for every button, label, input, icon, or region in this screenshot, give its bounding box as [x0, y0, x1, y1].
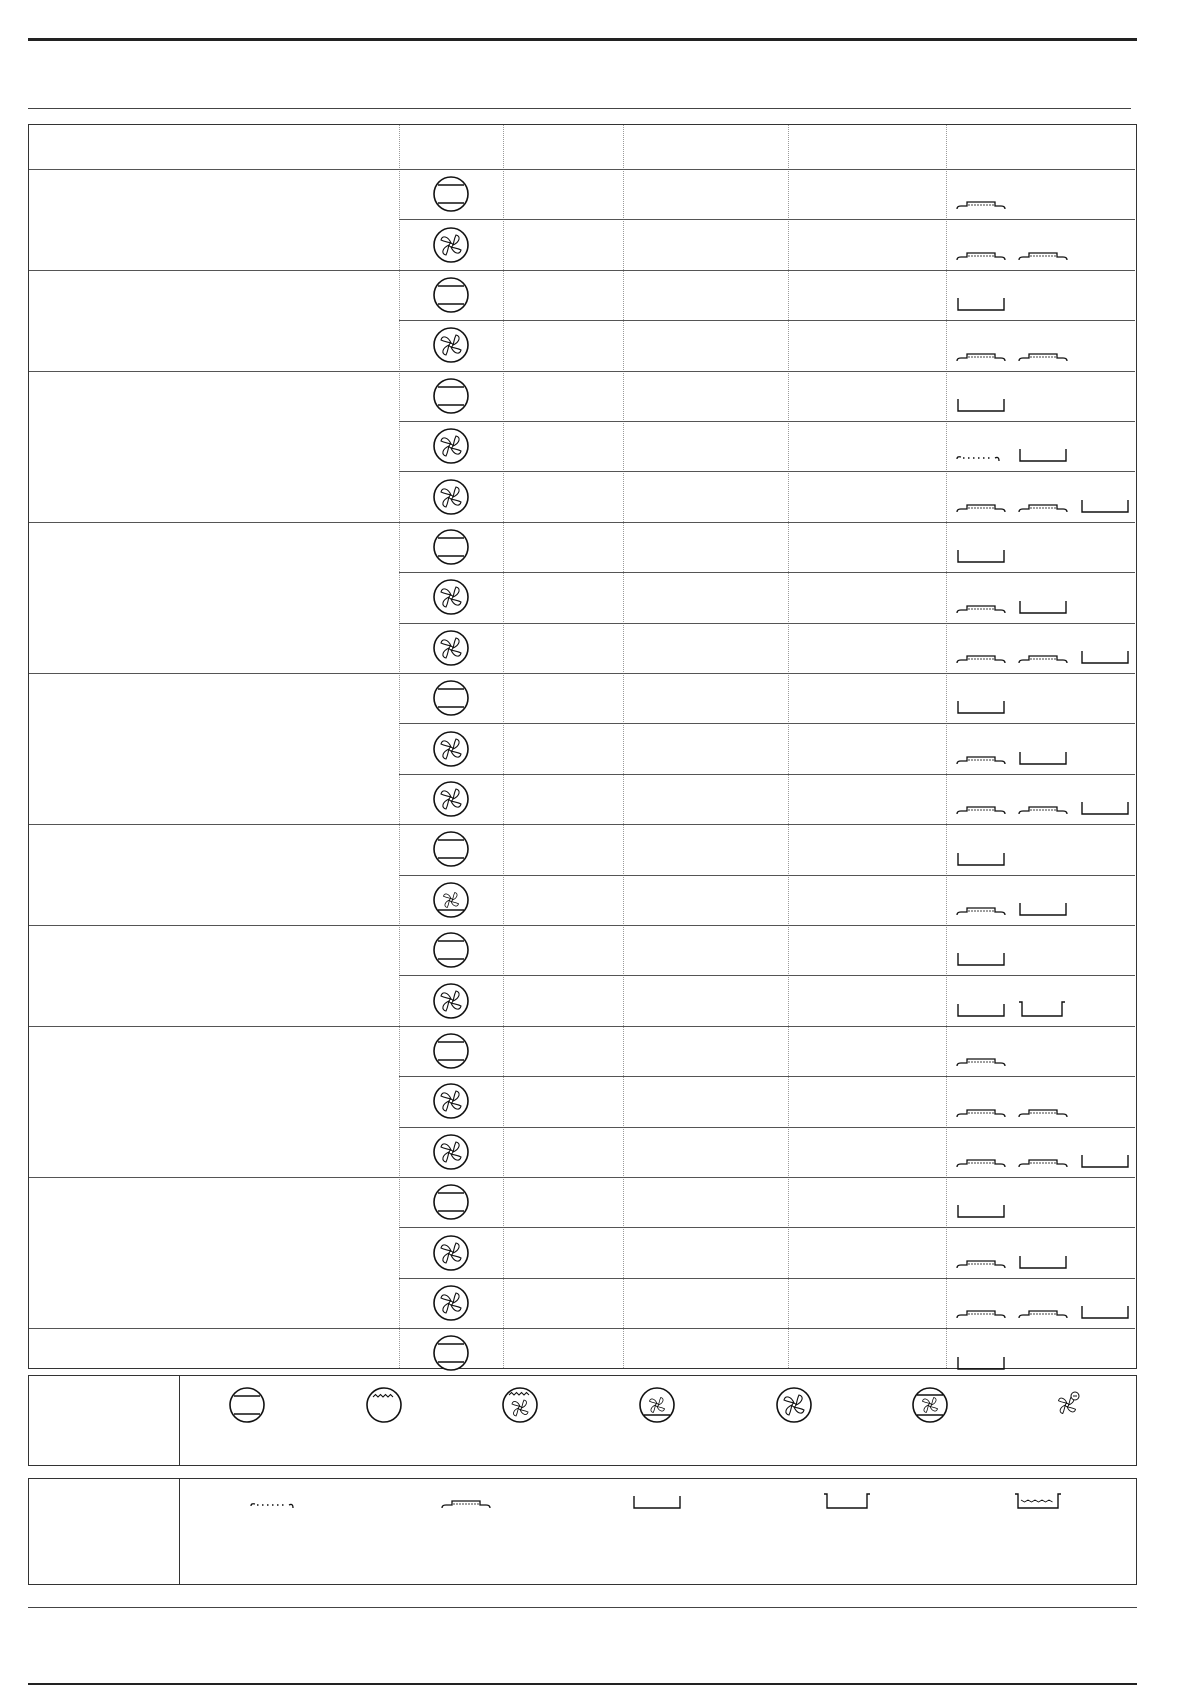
group-divider	[29, 1177, 1135, 1178]
wire-shelf-icon	[956, 496, 1006, 516]
cooking-table	[28, 124, 1137, 1369]
conventional-oven-icon	[432, 175, 470, 213]
fan-oven-icon	[432, 326, 470, 364]
fan-grill-icon	[501, 1386, 539, 1424]
group-divider	[29, 371, 1135, 372]
wire-shelf-icon	[1018, 244, 1068, 264]
fan-bottom-heat-icon	[432, 881, 470, 919]
column-divider	[788, 125, 789, 1368]
baking-tray-icon	[956, 849, 1006, 869]
conventional-oven-icon	[432, 276, 470, 314]
wire-shelf-icon	[956, 798, 1006, 818]
fan-oven-icon	[432, 730, 470, 768]
row-divider	[399, 774, 1135, 775]
baking-tray-icon	[1018, 1252, 1068, 1272]
conventional-oven-icon	[228, 1386, 266, 1424]
group-divider	[29, 824, 1135, 825]
wire-shelf-icon	[956, 193, 1006, 213]
row-divider	[399, 623, 1135, 624]
wire-shelf-icon	[956, 647, 1006, 667]
fan-oven-icon	[432, 427, 470, 465]
baking-tray-icon	[956, 395, 1006, 415]
group-divider	[29, 270, 1135, 271]
wire-shelf-icon	[1018, 798, 1068, 818]
group-divider	[29, 1026, 1135, 1027]
low-grill-rack-icon	[250, 1491, 300, 1513]
function-legend	[28, 1375, 1137, 1466]
fan-bottom-heat-icon	[638, 1386, 676, 1424]
row-divider	[399, 421, 1135, 422]
wire-shelf-icon	[441, 1491, 491, 1513]
wire-shelf-icon	[1018, 1101, 1068, 1121]
wire-shelf-icon	[956, 1050, 1006, 1070]
baking-tray-icon	[956, 546, 1006, 566]
accessory-legend-header	[29, 1479, 180, 1584]
baking-tray-icon	[632, 1491, 682, 1513]
fan-oven-icon	[432, 578, 470, 616]
drip-tray-with-water-icon	[1014, 1491, 1064, 1513]
group-divider	[29, 1328, 1135, 1329]
baking-tray-icon	[956, 294, 1006, 314]
wire-shelf-icon	[956, 1101, 1006, 1121]
baking-tray-icon	[956, 949, 1006, 969]
group-divider	[29, 925, 1135, 926]
wire-shelf-icon	[956, 1302, 1006, 1322]
wire-shelf-icon	[956, 1151, 1006, 1171]
baking-tray-icon	[1080, 798, 1130, 818]
header-rule-thin	[28, 108, 1131, 109]
fan-oven-icon	[432, 982, 470, 1020]
function-legend-header	[29, 1376, 180, 1465]
row-divider	[399, 1076, 1135, 1077]
conventional-oven-icon	[432, 377, 470, 415]
conventional-oven-icon	[432, 1032, 470, 1070]
low-grill-rack-icon	[956, 445, 1006, 465]
header-divider	[29, 169, 1135, 170]
wire-shelf-icon	[1018, 496, 1068, 516]
baking-tray-icon	[1018, 748, 1068, 768]
deep-pan-icon	[823, 1491, 873, 1513]
conventional-oven-icon	[432, 830, 470, 868]
wire-shelf-icon	[1018, 1302, 1068, 1322]
fan-oven-icon	[432, 1133, 470, 1171]
wire-shelf-icon	[1018, 647, 1068, 667]
row-divider	[399, 975, 1135, 976]
wire-shelf-icon	[956, 748, 1006, 768]
fan-oven-icon	[432, 629, 470, 667]
grill-icon	[365, 1386, 403, 1424]
fan-oven-icon	[432, 226, 470, 264]
baking-tray-icon	[956, 697, 1006, 717]
baking-tray-icon	[1018, 597, 1068, 617]
header-rule-thick	[28, 38, 1137, 41]
fan-oven-icon	[432, 1284, 470, 1322]
column-divider	[946, 125, 947, 1368]
baking-tray-icon	[956, 1353, 1006, 1373]
row-divider	[399, 471, 1135, 472]
wire-shelf-icon	[956, 899, 1006, 919]
footer-rule	[28, 1607, 1137, 1608]
row-divider	[399, 1278, 1135, 1279]
baking-tray-icon	[1080, 496, 1130, 516]
baking-tray-icon	[1080, 1302, 1130, 1322]
row-divider	[399, 572, 1135, 573]
wire-shelf-icon	[1018, 1151, 1068, 1171]
baking-tray-icon	[1018, 899, 1068, 919]
fan-oven-icon	[775, 1386, 813, 1424]
row-divider	[399, 1127, 1135, 1128]
fan-oven-icon	[432, 1082, 470, 1120]
conventional-oven-icon	[432, 528, 470, 566]
fan-top-bottom-heat-icon	[911, 1386, 949, 1424]
fan-oven-icon	[432, 478, 470, 516]
row-divider	[399, 723, 1135, 724]
conventional-oven-icon	[432, 1183, 470, 1221]
fan-oven-icon	[432, 780, 470, 818]
wire-shelf-icon	[1018, 345, 1068, 365]
row-divider	[399, 219, 1135, 220]
conventional-oven-icon	[432, 931, 470, 969]
row-divider	[399, 875, 1135, 876]
fan-defrost-icon	[1048, 1386, 1086, 1424]
baking-tray-icon	[956, 1201, 1006, 1221]
row-divider	[399, 320, 1135, 321]
conventional-oven-icon	[432, 679, 470, 717]
conventional-oven-icon	[432, 1334, 470, 1372]
column-divider	[399, 125, 400, 1368]
deep-pan-icon	[1018, 1000, 1068, 1020]
baking-tray-icon	[1080, 647, 1130, 667]
wire-shelf-icon	[956, 345, 1006, 365]
baking-tray-icon	[1080, 1151, 1130, 1171]
fan-oven-icon	[432, 1234, 470, 1272]
wire-shelf-icon	[956, 1252, 1006, 1272]
accessory-legend	[28, 1478, 1137, 1585]
row-divider	[399, 1227, 1135, 1228]
group-divider	[29, 673, 1135, 674]
column-divider	[503, 125, 504, 1368]
baking-tray-icon	[956, 1000, 1006, 1020]
baking-tray-icon	[1018, 445, 1068, 465]
wire-shelf-icon	[956, 244, 1006, 264]
column-divider	[623, 125, 624, 1368]
group-divider	[29, 522, 1135, 523]
wire-shelf-icon	[956, 597, 1006, 617]
